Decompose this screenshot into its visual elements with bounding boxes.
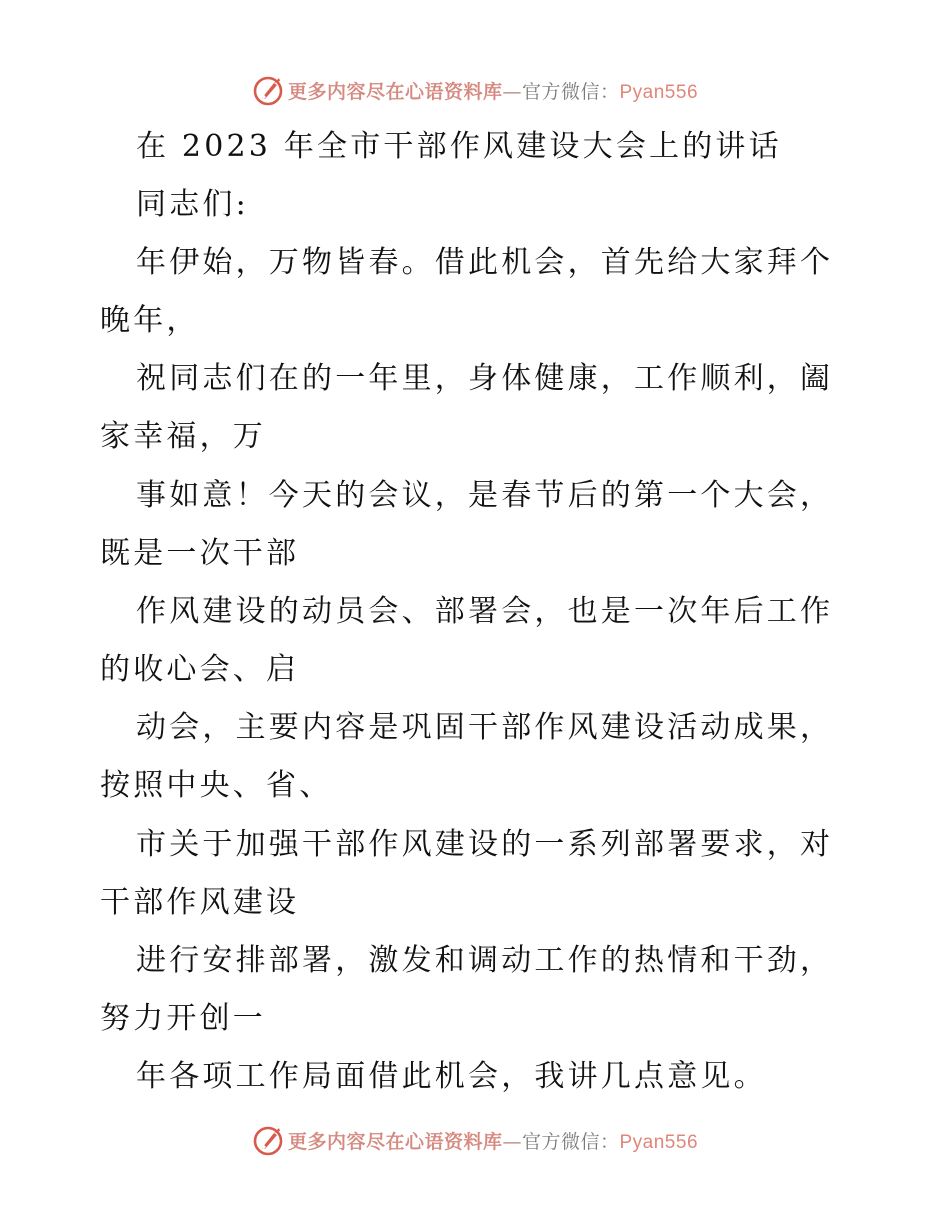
paragraph-line: 晚年， — [100, 303, 200, 338]
paragraph-line: 事如意！今天的会议，是春节后的第一个大会， — [136, 478, 834, 513]
paragraph-line: 祝同志们在的一年里，身体健康，工作顺利，阖 — [136, 361, 834, 396]
footer-watermark-banner — [0, 1120, 950, 1160]
watermark-separator: — — [502, 1130, 522, 1153]
watermark-wechat-id: Pyan556 — [619, 81, 699, 103]
watermark-wechat-label: 官方微信： — [521, 80, 620, 103]
watermark-separator: — — [502, 80, 522, 103]
paragraph-line: 作风建设的动员会、部署会，也是一次年后工作 — [136, 594, 834, 629]
quill-pen-icon — [252, 1124, 284, 1156]
paragraph-line: 年伊始，万物皆春。借此机会，首先给大家拜个 — [136, 245, 834, 280]
paragraph-line: 家幸福，万 — [100, 419, 266, 454]
paragraph-line: 的收心会、启 — [100, 652, 300, 687]
watermark-wechat-id: Pyan556 — [619, 1131, 699, 1153]
paragraph-line: 动会，主要内容是巩固干部作风建设活动成果， — [136, 710, 834, 745]
paragraph-line: 市关于加强干部作风建设的一系列部署要求，对 — [136, 827, 834, 862]
watermark-wechat-label: 官方微信： — [521, 1130, 620, 1153]
paragraph-line: 既是一次干部 — [100, 536, 300, 571]
document-greeting: 同志们: — [136, 187, 249, 222]
paragraph-line: 进行安排部署，激发和调动工作的热情和干劲， — [136, 943, 834, 978]
paragraph-line: 年各项工作局面借此机会，我讲几点意见。 — [136, 1059, 767, 1094]
watermark-main-text: 更多内容尽在心语资料库 — [287, 80, 503, 103]
document-title: 在 2023 年全市干部作风建设大会上的讲话 — [136, 129, 782, 164]
paragraph-line: 努力开创一 — [100, 1001, 266, 1036]
paragraph-line: 干部作风建设 — [100, 885, 300, 920]
watermark-text — [288, 1127, 698, 1154]
watermark-main-text: 更多内容尽在心语资料库 — [287, 1130, 503, 1153]
paragraph-line: 按照中央、省、 — [100, 768, 333, 803]
